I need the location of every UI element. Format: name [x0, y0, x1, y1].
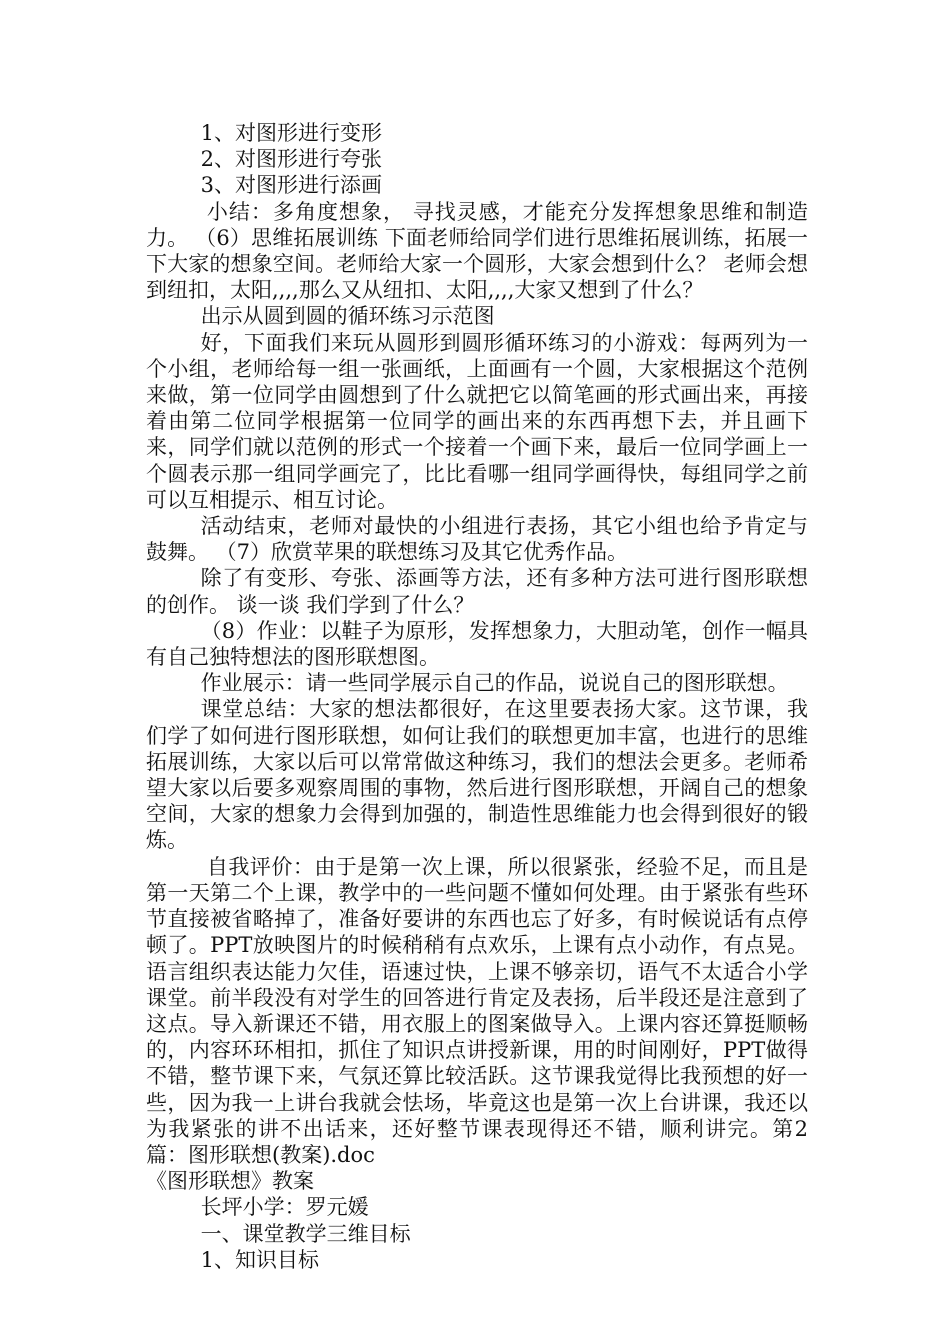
paragraph-class-summary: 课堂总结：大家的想法都很好，在这里要表扬大家。这节课，我们学了如何进行图形联想，如何让我们的联想更加丰富，也进行的思维拓展训练，大家以后可以常常做这种练习，我们的想法会更多。老师希望大家以后要多观察周围的事物，然后进行图形联想，开阔自己的想象空间，大家的想象力会得到加强的，制造性思维能力也会得到很好的锻炼。: [146, 697, 808, 853]
paragraph-methods: 除了有变形、夸张、添画等方法，还有多种方法可进行图形联想的创作。 谈一谈 我们学到了什么？: [146, 566, 808, 617]
paragraph-self-evaluation: 自我评价：由于是第一次上课，所以很紧张，经验不足，而且是第一天第二个上课，教学中的一些问题不懂如何处理。由于紧张有些环节直接被省略掉了，准备好要讲的东西也忘了好多，有时候说话有点停顿了。PPT放映图片的时候稍稍有点欢乐，上课有点小动作，有点晃。语言组织表达能力欠佳，语速过快，上课不够亲切，语气不太适合小学课堂。前半段没有对学生的回答进行肯定及表扬，后半段还是注意到了这点。导入新课还不错，用衣服上的图案做导入。上课内容还算挺顺畅的，内容环环相扣，抓住了知识点讲授新课，用的时间刚好，PPT做得不错，整节课下来，气氛还算比较活跃。这节课我觉得比我预想的好一些，因为我一上讲台我就会怯场，毕竟这也是第一次上台讲课，我还以为我紧张的讲不出话来，还好整节课表现得还不错，顺利讲完。第2篇：图形联想(教案).doc: [146, 854, 808, 1167]
list-item-transform: 1、对图形进行变形: [200, 121, 382, 145]
paragraph-homework-display: 作业展示：请一些同学展示自己的作品，说说自己的图形联想。: [200, 671, 789, 696]
list-item-add-drawing: 3、对图形进行添画: [200, 173, 382, 198]
document-subtitle: 《图形联想》教案: [146, 1169, 314, 1194]
paragraph-homework: （8）作业：以鞋子为原形，发挥想象力，大胆动笔，创作一幅具有自己独特想法的图形联想图。: [146, 618, 808, 670]
list-item-exaggerate: 2、对图形进行夸张: [200, 147, 382, 172]
subsection-heading: 1、知识目标: [200, 1247, 319, 1272]
paragraph-activity-end: 活动结束，老师对最快的小组进行表扬，其它小组也给予肯定与鼓舞。 （7）欣赏苹果的联想练习及其它优秀作品。: [146, 514, 808, 565]
document-body: [146, 120, 808, 1273]
paragraph-demo: 出示从圆到圆的循环练习示范图: [200, 304, 495, 329]
paragraph-summary: 小结：多角度想象， 寻找灵感，才能充分发挥想象思维和制造力。 （6）思维拓展训练 下面老师给同学们进行思维拓展训练，拓展一下大家的想象空间。老师给大家一个圆形，大家会想到什么？ 老师会想到纽扣，太阳,,,,那么又从纽扣、太阳,,,,大家又想到了什么？: [146, 199, 808, 303]
author-line: 长坪小学：罗元媛: [200, 1195, 369, 1220]
paragraph-game: 好，下面我们来玩从圆形到圆形循环练习的小游戏：每两列为一个小组，老师给每一组一张画纸，上面画有一个圆，大家根据这个范例来做，第一位同学由圆想到了什么就把它以简笔画的形式画出来，再接着由第二位同学根据第一位同学的画出来的东西再想下去，并且画下来，同学们就以范例的形式一个接着一个画下来，最后一位同学画上一个圆表示那一组同学画完了，比比看哪一组同学画得快，每组同学之前可以互相提示、相互讨论。: [146, 330, 808, 512]
section-heading: 一、课堂教学三维目标: [200, 1221, 411, 1246]
